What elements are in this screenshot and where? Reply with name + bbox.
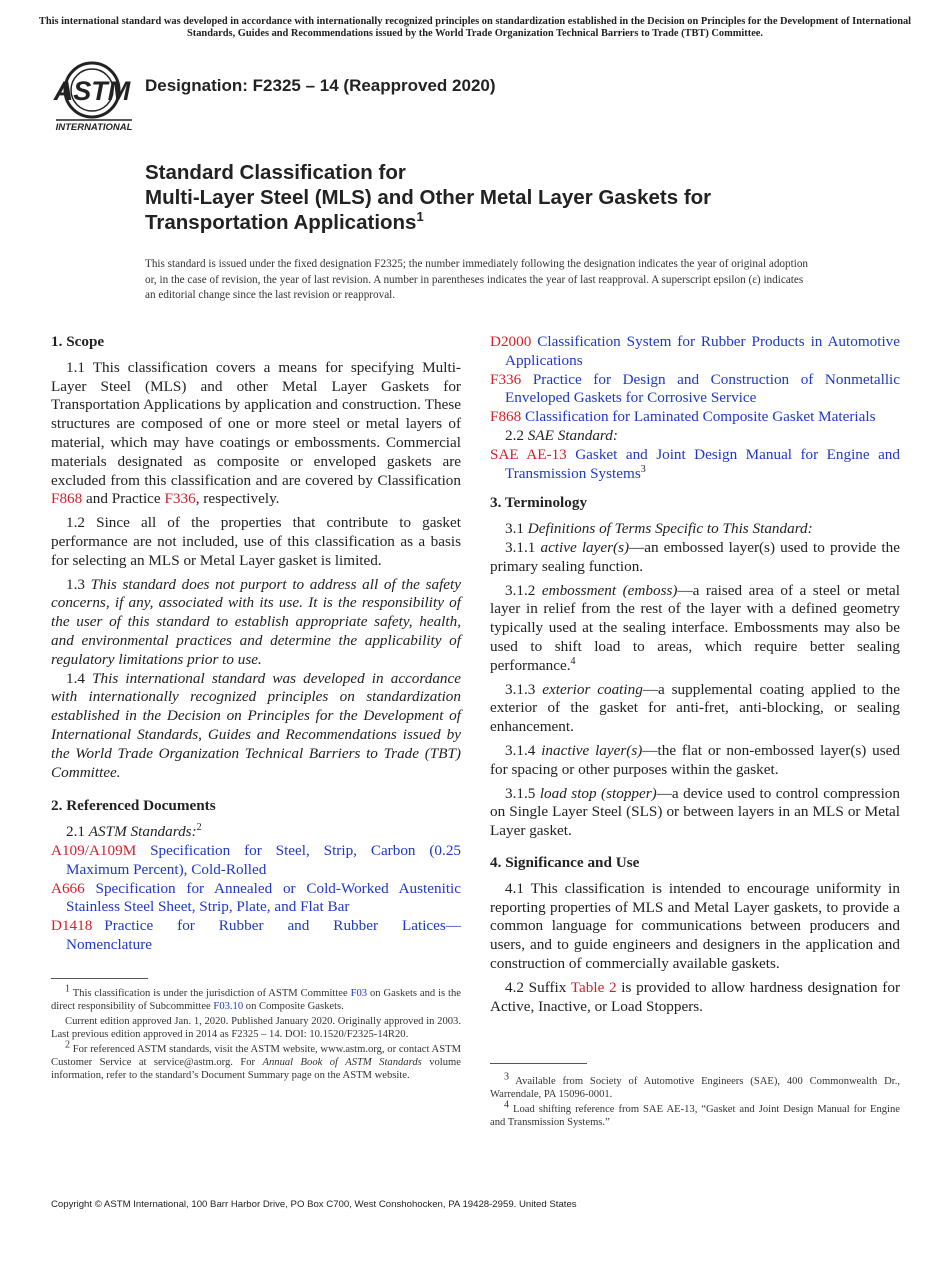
- para-3-1: 3.1 Definitions of Terms Specific to This Standard:: [505, 520, 813, 538]
- ref-item[interactable]: [490, 371, 900, 409]
- link-f336[interactable]: F336: [164, 490, 196, 508]
- ref-item[interactable]: [490, 408, 900, 427]
- ref-title[interactable]: Practice for Rubber and Rubber Latices—Nomenclature: [66, 917, 461, 953]
- astm-logo: [52, 58, 136, 134]
- ref-code[interactable]: D1418: [51, 917, 93, 935]
- logo-text: ASTM: [53, 76, 131, 106]
- ref-title[interactable]: Classification for Laminated Composite Gasket Materials: [525, 408, 876, 426]
- footnote-4: $^4$ Load shifting reference from SAE AE-13, “Gasket and Joint Design Manual for Engine and Transmission Systems.”: [490, 1099, 900, 1129]
- para-1-4: 1.4 This international standard was developed in accordance with internationally recognized principles on standardization established in the Decision on Principles for the Development of International Standards, Guides and Recommendations issued by the World Trade Organization Technical Barriers to Trade (TBT) Committee.: [51, 669, 462, 781]
- ref-item[interactable]: [51, 880, 461, 918]
- title-footnote-ref[interactable]: 1: [416, 209, 424, 225]
- section-3-heading: 3. Terminology: [490, 494, 588, 512]
- ref-title[interactable]: Practice for Design and Construction of Nonmetallic Enveloped Gaskets for Corrosive Service: [505, 370, 900, 407]
- link-table-2[interactable]: Table 2: [570, 978, 617, 996]
- ref-code[interactable]: F868: [490, 408, 522, 426]
- tbt-notice: This international standard was developed in accordance with internationally recognized principles on standardization established in the Decision on Principles for the Development of International Standards, Guides and Recommendations issued by the World Trade Organization Technical Barriers to Trade (TBT) Committee.: [38, 16, 912, 39]
- link-f03[interactable]: F03: [350, 988, 368, 999]
- ref-title[interactable]: Specification for Steel, Strip, Carbon (0.25 Maximum Percent), Cold-Rolled: [66, 841, 462, 878]
- designation: Designation: F2325 – 14 (Reapproved 2020): [145, 76, 496, 95]
- ref-title[interactable]: Gasket and Joint Design Manual for Engine and Transmission Systems: [505, 445, 900, 482]
- footnotes-left: [51, 983, 461, 1084]
- copyright-footer: Copyright © ASTM International, 100 Barr Harbor Drive, PO Box C700, West Conshohocken, PA 19428-2959. United States: [51, 1199, 577, 1210]
- title-line-2: Multi-Layer Steel (MLS) and Other Metal Layer Gaskets for Transportation Applications: [145, 186, 712, 234]
- ref-item-sae[interactable]: [490, 446, 900, 484]
- term-3-1-2: 3.1.2 embossment (emboss)—a raised area of a steel or metal layer in relief from the rest of the layer with a defined geometry typically used at the sealing interface. Embossments may also be used to shift load to areas, which require better sealing performance.$^4$: [490, 581, 900, 674]
- section-2-heading: 2. Referenced Documents: [51, 797, 216, 815]
- term-3-1-3: 3.1.3 exterior coating—a supplemental coating applied to the exterior of the gasket for anti-fret, anti-blocking, or sealing enhancement.: [490, 680, 900, 736]
- para-4-1: 4.1 This classification is intended to encourage uniformity in reporting properties of MLS and Metal Layer gaskets, to provide a common language for communications between producers and users, and to guide engineers and designers in the application and construction of commercially available gaskets.: [490, 879, 900, 972]
- ref-code[interactable]: F336: [490, 370, 522, 388]
- section-4-heading: 4. Significance and Use: [490, 853, 640, 871]
- ref-code[interactable]: SAE AE-13: [490, 445, 567, 463]
- link-f868[interactable]: F868: [51, 490, 83, 508]
- ref-item[interactable]: [51, 842, 461, 880]
- ref-item[interactable]: [51, 917, 461, 955]
- right-column: [490, 333, 900, 1021]
- link-f03-10[interactable]: F03.10: [213, 1001, 244, 1013]
- footnote-rule-right: [490, 1063, 587, 1064]
- ref-code[interactable]: D2000: [490, 333, 532, 350]
- para-1-2: 1.2 Since all of the properties that contribute to gasket performance are not included, use of this classification as a basis for selecting an MLS or Metal Layer gasket is limited.: [51, 514, 461, 569]
- ref-code[interactable]: A666: [51, 879, 85, 897]
- document-title: [145, 160, 845, 235]
- para-1-3: 1.3 This standard does not purport to address all of the safety concerns, if any, associated with its use. It is the responsibility of the user of this standard to establish appropriate safety, health, and environmental practices and determine the applicability of regulatory limitations prior to use.: [51, 575, 462, 668]
- ref-item[interactable]: [490, 333, 900, 371]
- footnote-1: $^1$ This classification is under the jurisdiction of ASTM Committee F03 on Gaskets and is the direct responsibility of Subcommittee F03.10 on Composite Gaskets.: [51, 983, 461, 1013]
- para-2-2: 2.2 SAE Standard:: [505, 426, 618, 444]
- ref-title[interactable]: Classification System for Rubber Products in Automotive Applications: [505, 333, 900, 369]
- ref-title[interactable]: Specification for Annealed or Cold-Worked Austenitic Stainless Steel Sheet, Strip, Plate, and Flat Bar: [66, 879, 461, 916]
- footnote-ref-2[interactable]: 2: [196, 822, 202, 834]
- para-2-1: 2.1 ASTM Standards:$^2$: [66, 822, 202, 841]
- term-3-1-1: 3.1.1 active layer(s)—an embossed layer(s) used to provide the primary sealing function.: [490, 538, 900, 575]
- para-4-2: 4.2 Suffix Table 2 is provided to allow hardness designation for Active, Inactive, or Load Stoppers.: [490, 978, 901, 1015]
- footnotes-right: [490, 1071, 900, 1131]
- title-line-1: Standard Classification for: [145, 161, 406, 184]
- intro-paragraph: This standard is issued under the fixed designation F2325; the number immediately following the designation indicates the year of original adoption or, in the case of revision, the year of last revision. A number in parentheses indicates the year of last reapproval. A superscript epsilon (ε) indicates an editorial change since the last revision or reapproval.: [145, 258, 809, 301]
- footnote-rule-left: [51, 978, 148, 979]
- footnote-1-edition: Current edition approved Jan. 1, 2020. Published January 2020. Originally approved in 2003. Last previous edition approved in 2014 as F2325 – 14. DOI: 10.1520/F2325-14R20.: [51, 1015, 461, 1041]
- ref-code[interactable]: A109/A109M: [51, 841, 137, 859]
- left-column: [51, 333, 461, 955]
- term-3-1-5: 3.1.5 load stop (stopper)—a device used to control compression on Single Layer Steel (SLS) or between layers in an MLS or Metal Layer gasket.: [490, 784, 900, 840]
- footnote-2: $^2$ For referenced ASTM standards, visit the ASTM website, www.astm.org, or contact ASTM Customer Service at service@astm.org. For Annual Book of ASTM Standards volume information, refer to the standard’s Document Summary page on the ASTM website.: [51, 1039, 461, 1082]
- footnote-ref-4[interactable]: 4: [570, 655, 576, 667]
- footnote-ref-3[interactable]: 3: [640, 463, 646, 475]
- section-1-heading: 1. Scope: [51, 333, 105, 350]
- logo-subtext: INTERNATIONAL: [55, 122, 133, 133]
- footnote-3: $^3$ Available from Society of Automotive Engineers (SAE), 400 Commonwealth Dr., Warrendale, PA 15096-0001.: [490, 1071, 900, 1101]
- astm-logo-icon: [52, 58, 136, 134]
- term-3-1-4: 3.1.4 inactive layer(s)—the flat or non-embossed layer(s) used for spacing or other purposes within the gasket.: [490, 741, 900, 778]
- para-1-1: 1.1 This classification covers a means for specifying Multi-Layer Steel (MLS) and other Metal Layer Gaskets for Transportation Applications by application and construction. These structures are composed of one or more steel or metal layers of material, which may have coatings or embossments. Commercial materials designated as composite or enveloped gaskets are excluded from this classification and are covered by Classification F868 and Practice F336, respectively.: [51, 358, 461, 508]
